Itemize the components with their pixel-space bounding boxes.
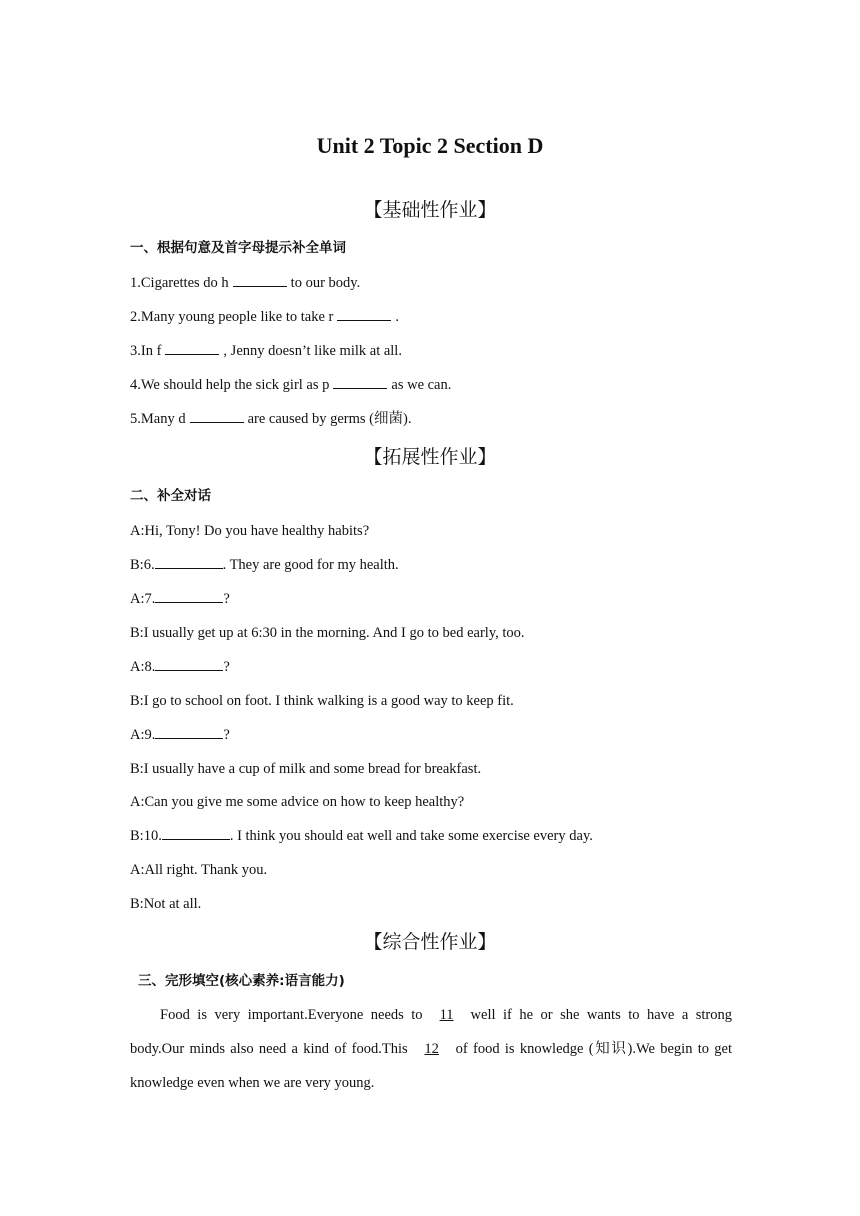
exercise-item-1: 1.Cigarettes do h to our body. <box>130 275 361 291</box>
section-heading-basic: 【基础性作业】 <box>363 199 497 221</box>
answer-blank[interactable] <box>333 376 387 389</box>
section-subheading-dialogue: 二、补全对话 <box>130 488 211 504</box>
exercise-item-5: 5.Many d are caused by germs (细菌). <box>130 411 412 427</box>
exercise-item-3: 3.In f , Jenny doesn’t like milk at all. <box>130 343 402 359</box>
cloze-passage: Food is very important.Everyone needs to 11 well if he or she wants to have a strong body.Our minds also need a kind of food.This 12 of food is knowledge (知识).We begin to get knowledge even when we are very young. <box>130 998 732 1100</box>
section-heading-comprehensive: 【综合性作业】 <box>363 931 497 953</box>
answer-blank[interactable] <box>155 726 223 739</box>
dialogue-line: B:I go to school on foot. I think walking is a good way to keep fit. <box>130 693 514 709</box>
dialogue-line: A:Can you give me some advice on how to keep healthy? <box>130 794 465 810</box>
answer-blank[interactable] <box>155 556 223 569</box>
document-title: Unit 2 Topic 2 Section D <box>316 133 544 158</box>
answer-blank[interactable] <box>155 590 223 603</box>
answer-blank[interactable] <box>162 827 230 840</box>
dialogue-line: A:All right. Thank you. <box>130 862 268 878</box>
dialogue-line: B:I usually have a cup of milk and some bread for breakfast. <box>130 761 482 777</box>
answer-blank[interactable] <box>155 658 223 671</box>
dialogue-line: B:I usually get up at 6:30 in the morning. And I go to bed early, too. <box>130 625 525 641</box>
section-subheading-cloze: 三、完形填空(核心素养:语言能力) <box>138 973 345 989</box>
dialogue-line: B:10. . I think you should eat well and take some exercise every day. <box>130 828 593 844</box>
answer-blank[interactable] <box>165 342 219 355</box>
dialogue-line: B:6. . They are good for my health. <box>130 557 399 573</box>
dialogue-line: A:7. ? <box>130 591 230 607</box>
cloze-blank-12[interactable]: 12 <box>424 1041 439 1057</box>
exercise-item-2: 2.Many young people like to take r . <box>130 309 399 325</box>
answer-blank[interactable] <box>233 274 287 287</box>
cloze-blank-11[interactable]: 11 <box>439 1007 454 1023</box>
section-heading-extended: 【拓展性作业】 <box>363 446 497 468</box>
dialogue-line: A:9. ? <box>130 727 230 743</box>
dialogue-line: A:8. ? <box>130 659 230 675</box>
answer-blank[interactable] <box>190 410 244 423</box>
dialogue-line: A:Hi, Tony! Do you have healthy habits? <box>130 523 370 539</box>
dialogue-line: B:Not at all. <box>130 896 202 912</box>
answer-blank[interactable] <box>337 308 391 321</box>
exercise-item-4: 4.We should help the sick girl as p as we can. <box>130 377 452 393</box>
section-subheading-word-completion: 一、根据句意及首字母提示补全单词 <box>130 240 346 256</box>
